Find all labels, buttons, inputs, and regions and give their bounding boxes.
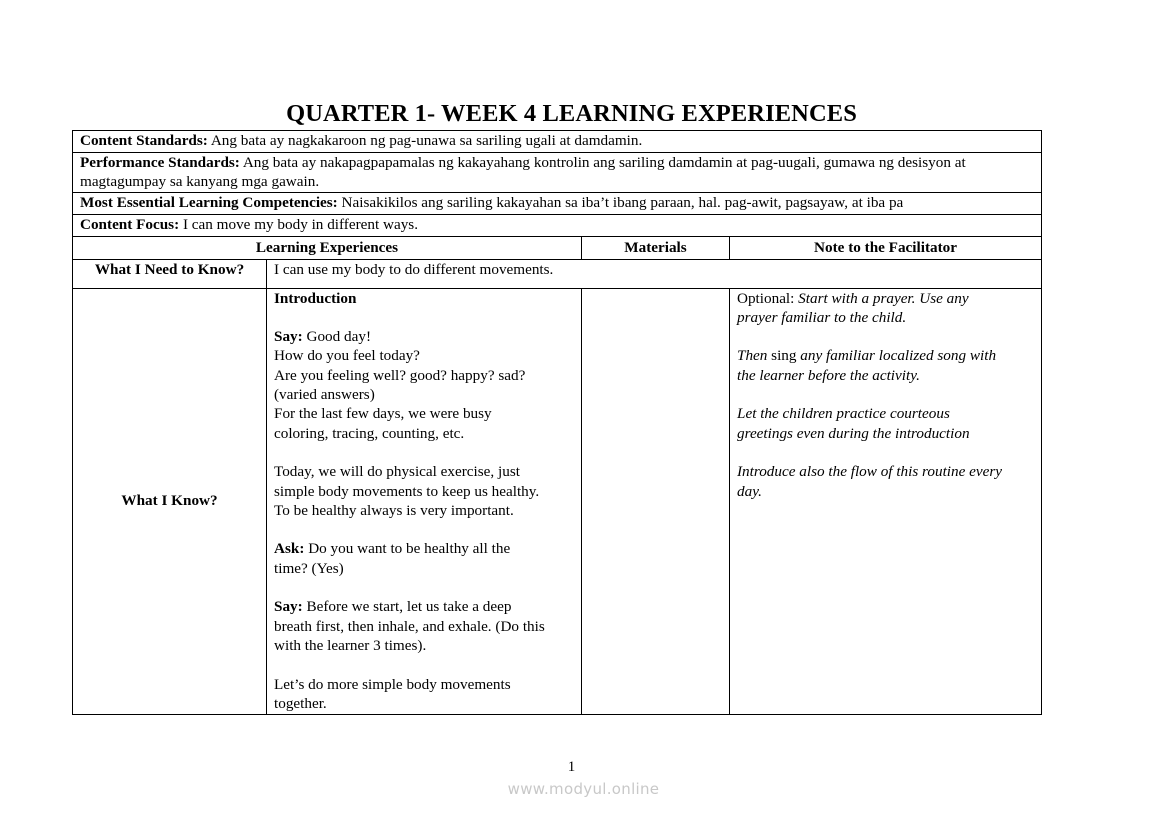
what-i-need-to-know-row xyxy=(73,259,1042,288)
note-optional-prayer xyxy=(737,289,1034,308)
header-note-to-facilitator: Note to the Facilitator xyxy=(730,236,1042,259)
what-i-know-label: What I Know? xyxy=(73,288,267,714)
watermark: www.modyul.online xyxy=(507,780,660,798)
what-i-know-row xyxy=(73,288,1042,714)
closing-line: together. xyxy=(274,694,327,712)
performance-standards-row xyxy=(73,153,1042,193)
say-greeting-text: Good day! xyxy=(302,328,372,346)
note-text: any familiar localized song with xyxy=(796,347,997,365)
note-routine-flow: Introduce also the flow of this routine every xyxy=(737,463,1003,481)
say-breath-line: breath first, then inhale, and exhale. (Do this xyxy=(274,617,545,635)
content-standards-label: Content Standards: xyxy=(80,132,208,149)
learning-experiences-table xyxy=(72,130,1042,715)
ask-line: time? (Yes) xyxy=(274,559,344,577)
say-breath-text: Before we start, let us take a deep xyxy=(302,598,512,616)
header-materials: Materials xyxy=(582,236,730,259)
say-label: Say: xyxy=(274,328,303,346)
say-breath-line: with the learner 3 times). xyxy=(274,636,427,654)
intro-line: coloring, tracing, counting, etc. xyxy=(274,424,465,442)
optional-label: Optional: xyxy=(737,289,799,307)
what-i-know-activity-cell xyxy=(267,288,582,714)
ask-line xyxy=(274,539,574,558)
table-header-row xyxy=(73,236,1042,259)
content-standards-cell xyxy=(73,131,1042,153)
note-courteous-greetings: Let the children practice courteous xyxy=(737,405,950,423)
intro-line: For the last few days, we were busy xyxy=(274,405,492,423)
what-i-know-materials-cell xyxy=(582,288,730,714)
intro-line: Are you feeling well? good? happy? sad? xyxy=(274,366,526,384)
note-text: the learner before the activity. xyxy=(737,366,920,384)
what-i-need-to-know-text: I can use my body to do different movements. xyxy=(267,259,1042,288)
introduction-heading: Introduction xyxy=(274,289,357,307)
note-text: day. xyxy=(737,482,762,500)
performance-standards-label: Performance Standards: xyxy=(80,154,240,171)
intro-line: (varied answers) xyxy=(274,386,375,404)
performance-standards-text: Ang bata ay nakapagpapamalas ng kakayahang kontrolin ang sariling damdamin at pag-uugali, gumawa ng desisyon at magtagumpay sa kanyang mga gawain. xyxy=(80,154,966,191)
note-text: greetings even during the introduction xyxy=(737,424,970,442)
say-greeting-line xyxy=(274,327,574,346)
competencies-row xyxy=(73,192,1042,214)
say-label: Say: xyxy=(274,598,303,616)
exercise-line: To be healthy always is very important. xyxy=(274,501,514,519)
intro-line: How do you feel today? xyxy=(274,347,420,365)
content-focus-label: Content Focus: xyxy=(80,215,180,233)
page-number: 1 xyxy=(567,759,576,775)
what-i-need-to-know-label: What I Need to Know? xyxy=(73,259,267,288)
competencies-text: Naisakikilos ang sariling kakayahan sa iba’t ibang paraan, hal. pag-awit, pagsayaw, at iba pa xyxy=(341,193,904,211)
content-focus-cell xyxy=(73,214,1042,236)
note-text: sing xyxy=(771,347,797,365)
note-sing-song xyxy=(737,346,1034,365)
exercise-line: simple body movements to keep us healthy. xyxy=(274,482,540,500)
header-learning-experiences: Learning Experiences xyxy=(73,236,582,259)
closing-line: Let’s do more simple body movements xyxy=(274,675,511,693)
say-breath-line xyxy=(274,597,574,616)
note-text: prayer familiar to the child. xyxy=(737,308,907,326)
content-focus-text: I can move my body in different ways. xyxy=(182,215,419,233)
performance-standards-cell xyxy=(73,153,1042,193)
note-text: Start with a prayer. Use any xyxy=(798,289,969,307)
content-focus-row xyxy=(73,214,1042,236)
exercise-line: Today, we will do physical exercise, just xyxy=(274,463,520,481)
ask-text: Do you want to be healthy all the xyxy=(304,540,511,558)
document-title: QUARTER 1- WEEK 4 LEARNING EXPERIENCES xyxy=(286,100,857,127)
what-i-know-notes-cell xyxy=(730,288,1042,714)
competencies-cell xyxy=(73,192,1042,214)
content-standards-row xyxy=(73,131,1042,153)
competencies-label: Most Essential Learning Competencies: xyxy=(80,193,338,211)
note-text: Then xyxy=(737,347,772,365)
content-standards-text: Ang bata ay nagkakaroon ng pag-unawa sa sariling ugali at damdamin. xyxy=(210,132,643,149)
ask-label: Ask: xyxy=(274,540,305,558)
